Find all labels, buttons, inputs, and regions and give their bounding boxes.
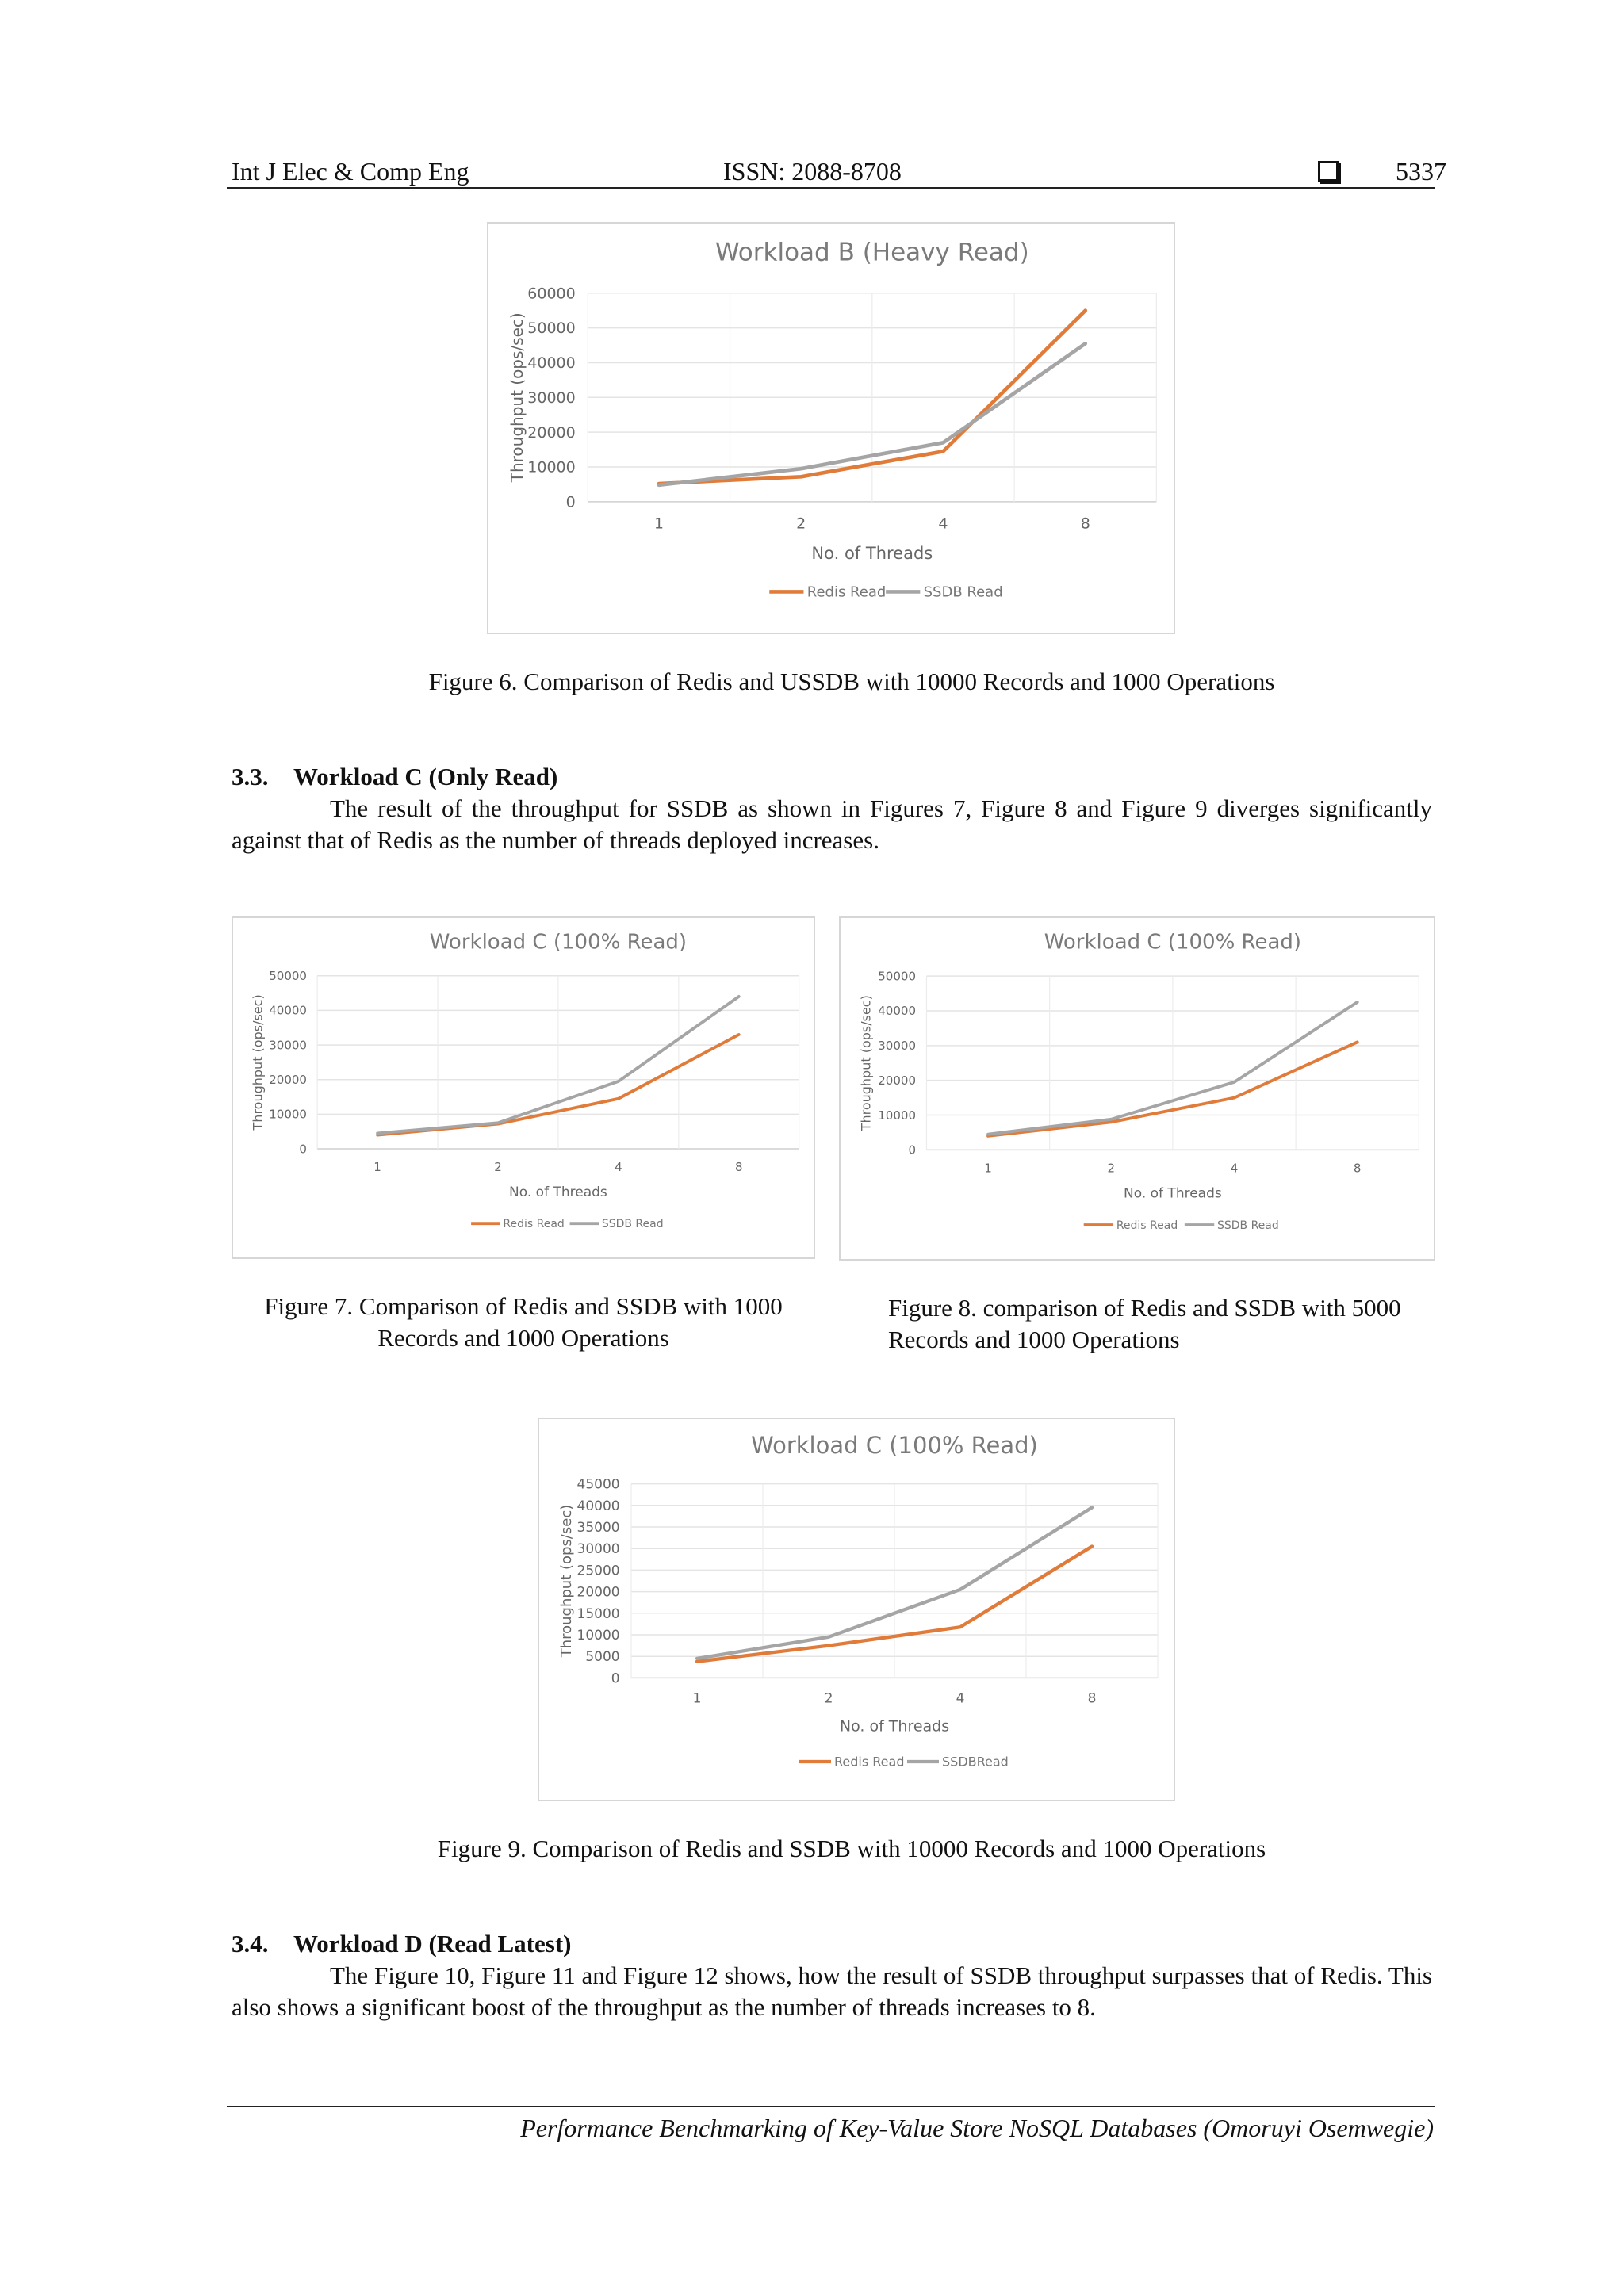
y-tick-label: 30000 xyxy=(878,1039,916,1054)
line-chart xyxy=(488,224,1174,633)
legend-label: Redis Read xyxy=(834,1754,905,1770)
chart-title: Workload B (Heavy Read) xyxy=(714,238,1029,267)
legend-label: SSDB Read xyxy=(923,584,1003,601)
x-tick-label: 1 xyxy=(984,1161,992,1176)
section-3-3-body xyxy=(232,793,1432,856)
y-tick-label: 5000 xyxy=(585,1649,620,1666)
legend-label: SSDB Read xyxy=(601,1218,664,1231)
y-tick-label: 20000 xyxy=(527,423,576,442)
x-tick-label: 2 xyxy=(824,1690,833,1707)
y-tick-label: 50000 xyxy=(269,969,307,984)
section-number: 3.4. xyxy=(232,1930,269,1957)
box-icon xyxy=(1318,161,1339,182)
x-tick-label: 2 xyxy=(1107,1161,1116,1176)
x-tick-label: 4 xyxy=(956,1690,965,1707)
x-tick-label: 4 xyxy=(938,515,948,533)
y-tick-label: 20000 xyxy=(878,1073,916,1088)
paragraph-text: The result of the throughput for SSDB as shown in Figures 7, Figure 8 and Figure 9 diverges significantly against that of Redis as the number of threads deployed increases. xyxy=(232,794,1432,854)
y-tick-label: 20000 xyxy=(269,1072,307,1087)
x-axis-label: No. of Threads xyxy=(811,544,933,564)
figure-7-caption: Figure 7. Comparison of Redis and SSDB with 1000 Records and 1000 Operations xyxy=(264,1292,783,1352)
y-tick-label: 40000 xyxy=(269,1003,307,1018)
legend-label: SSDB Read xyxy=(1216,1219,1279,1232)
chart-title: Workload C (100% Read) xyxy=(1044,930,1302,955)
y-axis-label: Throughput (ops/sec) xyxy=(508,312,527,483)
y-tick-label: 15000 xyxy=(576,1605,620,1622)
section-title: Workload D (Read Latest) xyxy=(293,1930,572,1957)
x-tick-label: 8 xyxy=(734,1159,743,1174)
figure-6-caption: Figure 6. Comparison of Redis and USSDB with 10000 Records and 1000 Operations xyxy=(428,668,1275,695)
y-tick-label: 35000 xyxy=(576,1519,620,1536)
x-tick-label: 1 xyxy=(653,515,664,533)
y-tick-label: 10000 xyxy=(878,1108,916,1123)
legend-label: Redis Read xyxy=(806,584,887,601)
section-3-4-body xyxy=(232,1960,1432,2023)
header-rule xyxy=(227,187,1435,189)
x-tick-label: 4 xyxy=(615,1159,622,1174)
legend-label: Redis Read xyxy=(1116,1219,1178,1232)
issn: ISSN: 2088-8708 xyxy=(723,157,902,186)
x-axis-label: No. of Threads xyxy=(839,1717,950,1735)
paragraph-text: The Figure 10, Figure 11 and Figure 12 shows, how the result of SSDB throughput surpasses that of Redis. This also shows a significant boost of the throughput as the number of threads increases to 8. xyxy=(232,1961,1432,2021)
x-axis-label: No. of Threads xyxy=(509,1184,607,1200)
line-chart xyxy=(841,918,1434,1259)
y-tick-label: 25000 xyxy=(576,1563,620,1579)
x-tick-label: 4 xyxy=(1230,1161,1239,1176)
y-tick-label: 0 xyxy=(908,1142,916,1158)
journal-name: Int J Elec & Comp Eng xyxy=(232,157,469,186)
section-title: Workload C (Only Read) xyxy=(293,763,558,790)
y-tick-label: 0 xyxy=(611,1670,620,1687)
line-chart xyxy=(539,1419,1174,1800)
x-tick-label: 2 xyxy=(494,1159,502,1174)
y-tick-label: 20000 xyxy=(576,1584,620,1601)
y-tick-label: 10000 xyxy=(527,458,576,476)
section-3-4-heading xyxy=(232,1928,571,1960)
x-tick-label: 8 xyxy=(1087,1690,1097,1707)
section-number: 3.3. xyxy=(232,763,269,790)
y-tick-label: 40000 xyxy=(527,354,576,373)
legend-label: SSDBRead xyxy=(942,1754,1009,1770)
y-axis-label: Throughput (ops/sec) xyxy=(858,995,874,1131)
x-axis-label: No. of Threads xyxy=(1124,1185,1222,1202)
y-tick-label: 60000 xyxy=(527,285,576,303)
footer-text: Performance Benchmarking of Key-Value Store NoSQL Databases (Omoruyi Osemwegie) xyxy=(520,2114,1434,2142)
y-tick-label: 50000 xyxy=(878,969,916,984)
footer-rule xyxy=(227,2106,1435,2107)
y-tick-label: 10000 xyxy=(269,1107,307,1122)
y-tick-label: 50000 xyxy=(527,320,576,338)
y-tick-label: 30000 xyxy=(576,1541,620,1558)
figure-9-caption: Figure 9. Comparison of Redis and SSDB with 10000 Records and 1000 Operations xyxy=(437,1835,1266,1862)
chart-title: Workload C (100% Read) xyxy=(751,1432,1038,1460)
x-tick-label: 8 xyxy=(1353,1161,1362,1176)
y-tick-label: 30000 xyxy=(269,1038,307,1053)
x-tick-label: 8 xyxy=(1080,515,1090,533)
figure-6-chart xyxy=(487,222,1175,634)
figure-8-chart xyxy=(839,916,1435,1261)
figure-9-chart xyxy=(538,1418,1175,1801)
page-number: 5337 xyxy=(1396,157,1446,186)
y-tick-label: 0 xyxy=(565,493,576,511)
figure-7-chart xyxy=(232,916,815,1259)
x-tick-label: 1 xyxy=(373,1159,381,1174)
y-axis-label: Throughput (ops/sec) xyxy=(250,994,266,1131)
y-axis-label: Throughput (ops/sec) xyxy=(558,1504,575,1658)
y-tick-label: 40000 xyxy=(878,1004,916,1019)
x-tick-label: 2 xyxy=(796,515,806,533)
section-3-3-heading xyxy=(232,761,557,793)
y-tick-label: 40000 xyxy=(576,1498,620,1514)
y-tick-label: 10000 xyxy=(576,1627,620,1644)
figure-8-caption: Figure 8. comparison of Redis and SSDB with 5000 Records and 1000 Operations xyxy=(888,1294,1401,1353)
page-number-block xyxy=(1318,155,1446,187)
y-tick-label: 30000 xyxy=(527,388,576,407)
legend-label: Redis Read xyxy=(503,1218,565,1231)
chart-title: Workload C (100% Read) xyxy=(429,930,688,955)
y-tick-label: 0 xyxy=(299,1142,307,1157)
y-tick-label: 45000 xyxy=(576,1476,620,1493)
x-tick-label: 1 xyxy=(692,1690,702,1707)
line-chart xyxy=(233,918,814,1257)
